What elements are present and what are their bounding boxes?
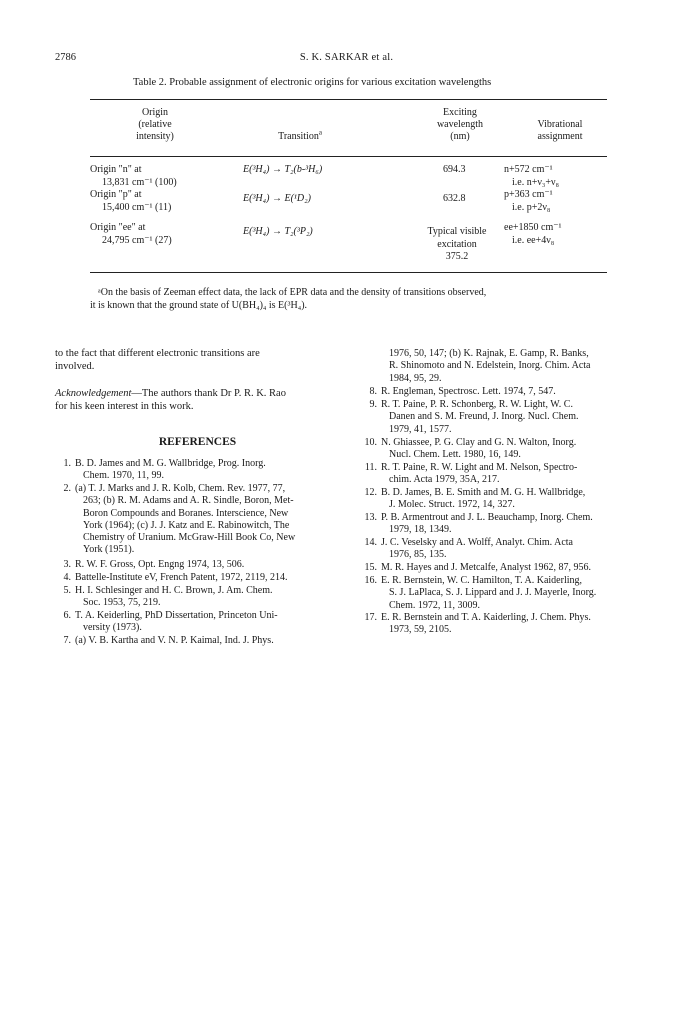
reference-item: 4. Battelle-Institute eV, French Patent, 1972, 2119, 214. [63, 572, 288, 583]
ack-label: Acknowledgement [55, 388, 132, 399]
col-header-wavelength: Exciting wavelength (nm) [436, 107, 484, 142]
body-text: to the fact that different electronic transitions are involved. [55, 348, 260, 372]
reference-item: 14. J. C. Veselsky and A. Wolff, Analyt. Chim. Acta 1976, 85, 135. [364, 537, 573, 561]
wavelength-cell: Typical visible excitation 375.2 [427, 226, 487, 262]
table-row: Origin "n" at 13,831 cm⁻¹ (100) [90, 164, 177, 188]
table-row: Origin "p" at 15,400 cm⁻¹ (11) [90, 189, 172, 213]
page-number: 2786 [55, 52, 76, 63]
table-bottom-rule [90, 272, 607, 273]
reference-item: 5. H. I. Schlesinger and H. C. Brown, J. Am. Chem. Soc. 1953, 75, 219. [63, 585, 273, 609]
table-header-rule [90, 156, 607, 157]
vibrational-cell: n+572 cm⁻¹ i.e. n+ν₃+ν₈ [504, 164, 560, 188]
reference-item: 10. N. Ghiassee, P. G. Clay and G. N. Walton, Inorg. Nucl. Chem. Lett. 1980, 16, 149. [364, 437, 577, 461]
reference-item: 9. R. T. Paine, P. R. Schonberg, R. W. Light, W. C. Danen and S. M. Freund, J. Inorg. Nucl. Chem. 1979, 41, 1577. [369, 399, 579, 435]
reference-item: 2. (a) T. J. Marks and J. R. Kolb, Chem. Rev. 1977, 77, 263; (b) R. M. Adams and A. R. Sindle, Boron, Met- Boron Compounds and Boranes. Interscience, New York (1964); (c) J. J. Katz and E. Rabinowitch, The Chemistry of Uranium. McGraw-Hill Book Co, New York (1951). [63, 483, 296, 556]
running-head: S. K. SARKAR et al. [299, 52, 394, 63]
table-caption: Table 2. Probable assignment of electronic origins for various excitation wavelengths [133, 77, 492, 88]
reference-item: 1. B. D. James and M. G. Wallbridge, Prog. Inorg. Chem. 1970, 11, 99. [63, 458, 266, 482]
transition-cell: E(³H₄) → T₂(b-³H₆) [243, 164, 323, 175]
wavelength-cell: 632.8 [443, 193, 466, 204]
reference-item: 12. B. D. James, B. E. Smith and M. G. H. Wallbridge, J. Molec. Struct. 1972, 14, 327. [364, 487, 586, 511]
reference-item: 15. M. R. Hayes and J. Metcalfe, Analyst 1962, 87, 956. [364, 562, 591, 573]
col-header-transition: Transition$^a$ [278, 128, 322, 142]
reference-item: 17. E. R. Bernstein and T. A. Kaiderling, J. Chem. Phys. 1973, 59, 2105. [364, 612, 591, 636]
reference-item: 7. (a) V. B. Kartha and V. N. P. Kaimal, Ind. J. Phys. [63, 635, 274, 646]
transition-cell: E(³H₄) → T₂(³P₂) [243, 226, 313, 237]
table-footnote: ᵃOn the basis of Zeeman effect data, the lack of EPR data and the density of transitions observed, it is known that the ground state of U(BH₄)₄ is E(³H₄). [90, 287, 487, 311]
reference-item: 1976, 50, 147; (b) K. Rajnak, E. Gamp, R. Banks, R. Shinomoto and N. Edelstein, Inorg. Chim. Acta 1984, 95, 29. [389, 348, 591, 384]
reference-item: 11. R. T. Paine, R. W. Light and M. Nelson, Spectro- chim. Acta 1979, 35A, 217. [364, 462, 578, 486]
reference-item: 6. T. A. Keiderling, PhD Dissertation, Princeton Uni- versity (1973). [63, 610, 278, 634]
reference-item: 3. R. W. F. Gross, Opt. Engng 1974, 13, 506. [63, 559, 245, 570]
wavelength-cell: 694.3 [443, 164, 466, 175]
table-row: Origin "ee" at 24,795 cm⁻¹ (27) [90, 222, 172, 246]
reference-item: 8. R. Engleman, Spectrosc. Lett. 1974, 7, 547. [369, 386, 556, 397]
transition-cell: E(³H₄) → E(¹D₂) [243, 193, 311, 204]
references-heading: REFERENCES [158, 436, 237, 448]
table-top-rule [90, 99, 607, 100]
vibrational-cell: ee+1850 cm⁻¹ i.e. ee+4ν₈ [504, 222, 562, 246]
reference-item: 16. E. R. Bernstein, W. C. Hamilton, T. A. Kaiderling, S. J. LaPlaca, S. J. Lippard and J. J. Mayerle, Inorg. Chem. 1972, 11, 3009. [364, 575, 597, 611]
col-header-vibrational: Vibrational assignment [537, 119, 583, 142]
vibrational-cell: p+363 cm⁻¹ i.e. p+2ν₈ [504, 189, 553, 213]
col-header-origin: Origin (relative intensity) [136, 107, 174, 142]
acknowledgement: Acknowledgement—The authors thank Dr P. R. K. Rao for his keen interest in this work. [55, 388, 286, 412]
reference-item: 13. P. B. Armentrout and J. L. Beauchamp, Inorg. Chem. 1979, 18, 1349. [364, 512, 593, 536]
